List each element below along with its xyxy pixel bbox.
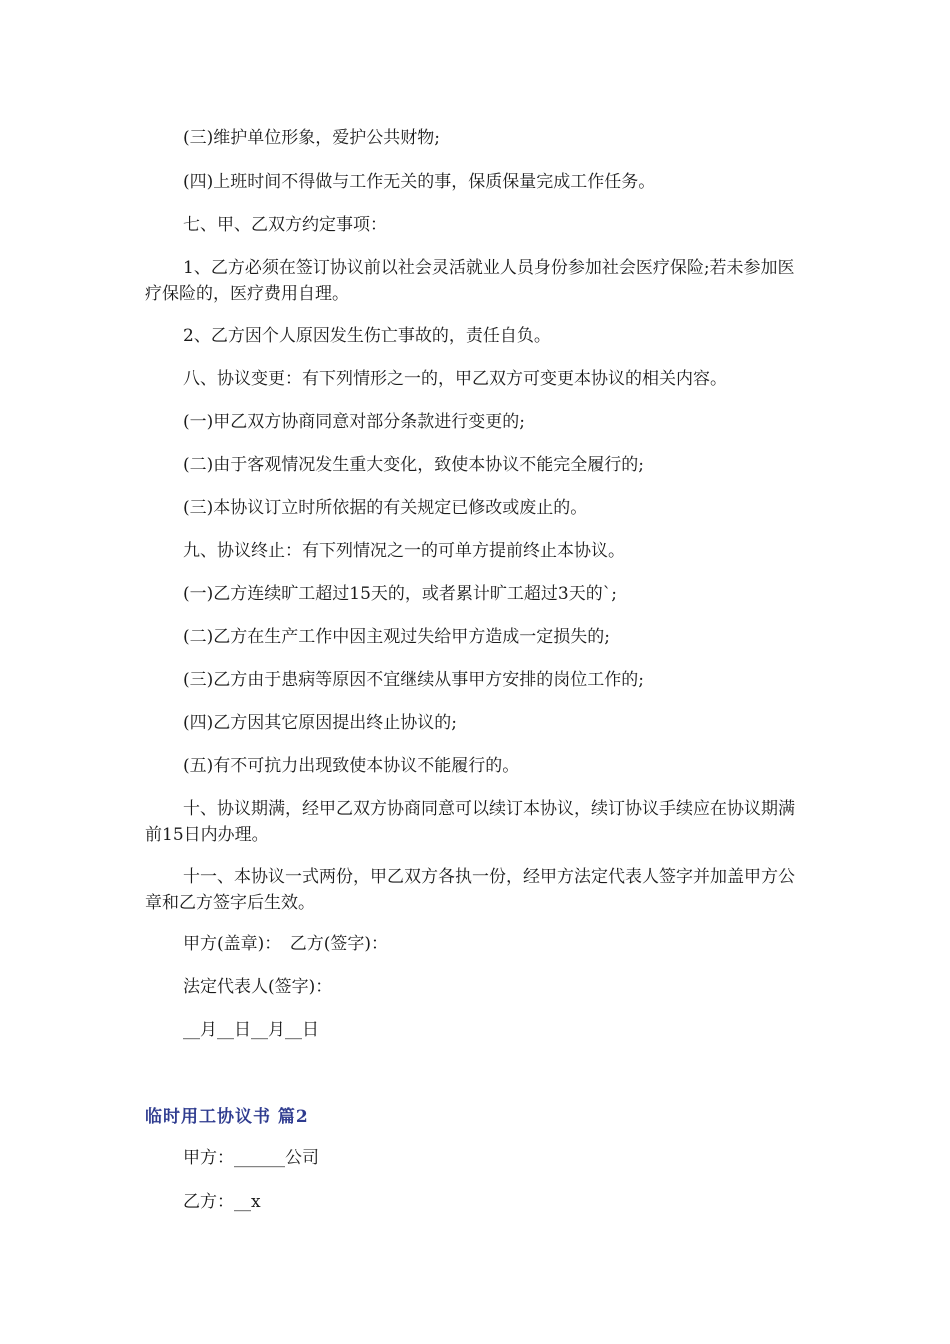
date-line: __月__日__月__日: [183, 1020, 319, 1040]
paragraph: 1、乙方必须在签订协议前以社会灵活就业人员身份参加社会医疗保险;若未参加医疗保险的，医疗费用自理。: [145, 258, 795, 304]
party-b-line: 乙方：__x: [183, 1192, 261, 1212]
paragraph: 十一、本协议一式两份，甲乙双方各执一份，经甲方法定代表人签字并加盖甲方公章和乙方签字后生效。: [145, 867, 795, 913]
paragraph: 八、协议变更：有下列情形之一的，甲乙双方可变更本协议的相关内容。: [183, 369, 727, 389]
paragraph: (二)乙方在生产工作中因主观过失给甲方造成一定损失的;: [183, 627, 610, 647]
party-a-line: 甲方：______公司: [183, 1148, 319, 1168]
paragraph: 2、乙方因个人原因发生伤亡事故的，责任自负。: [183, 326, 551, 346]
paragraph: (三)乙方由于患病等原因不宜继续从事甲方安排的岗位工作的;: [183, 670, 644, 690]
paragraph: (一)乙方连续旷工超过15天的，或者累计旷工超过3天的`;: [183, 584, 617, 604]
paragraph: (四)乙方因其它原因提出终止协议的;: [183, 713, 457, 733]
paragraph: (二)由于客观情况发生重大变化，致使本协议不能完全履行的;: [183, 455, 644, 475]
signature-line: 甲方(盖章)： 乙方(签字)：: [183, 934, 389, 954]
paragraph: (三)维护单位形象，爱护公共财物;: [183, 128, 440, 148]
paragraph: 九、协议终止：有下列情况之一的可单方提前终止本协议。: [183, 541, 625, 561]
paragraph: (四)上班时间不得做与工作无关的事，保质保量完成工作任务。: [183, 172, 656, 192]
paragraph: 十、协议期满，经甲乙双方协商同意可以续订本协议，续订协议手续应在协议期满前15日内办理。: [145, 799, 795, 845]
section-heading: 临时用工协议书 篇2: [145, 1107, 309, 1127]
paragraph: (三)本协议订立时所依据的有关规定已修改或废止的。: [183, 498, 588, 518]
paragraph: (一)甲乙双方协商同意对部分条款进行变更的;: [183, 412, 525, 432]
legal-representative-line: 法定代表人(签字)：: [183, 977, 333, 997]
paragraph: (五)有不可抗力出现致使本协议不能履行的。: [183, 756, 520, 776]
paragraph: 七、甲、乙双方约定事项：: [183, 215, 387, 235]
